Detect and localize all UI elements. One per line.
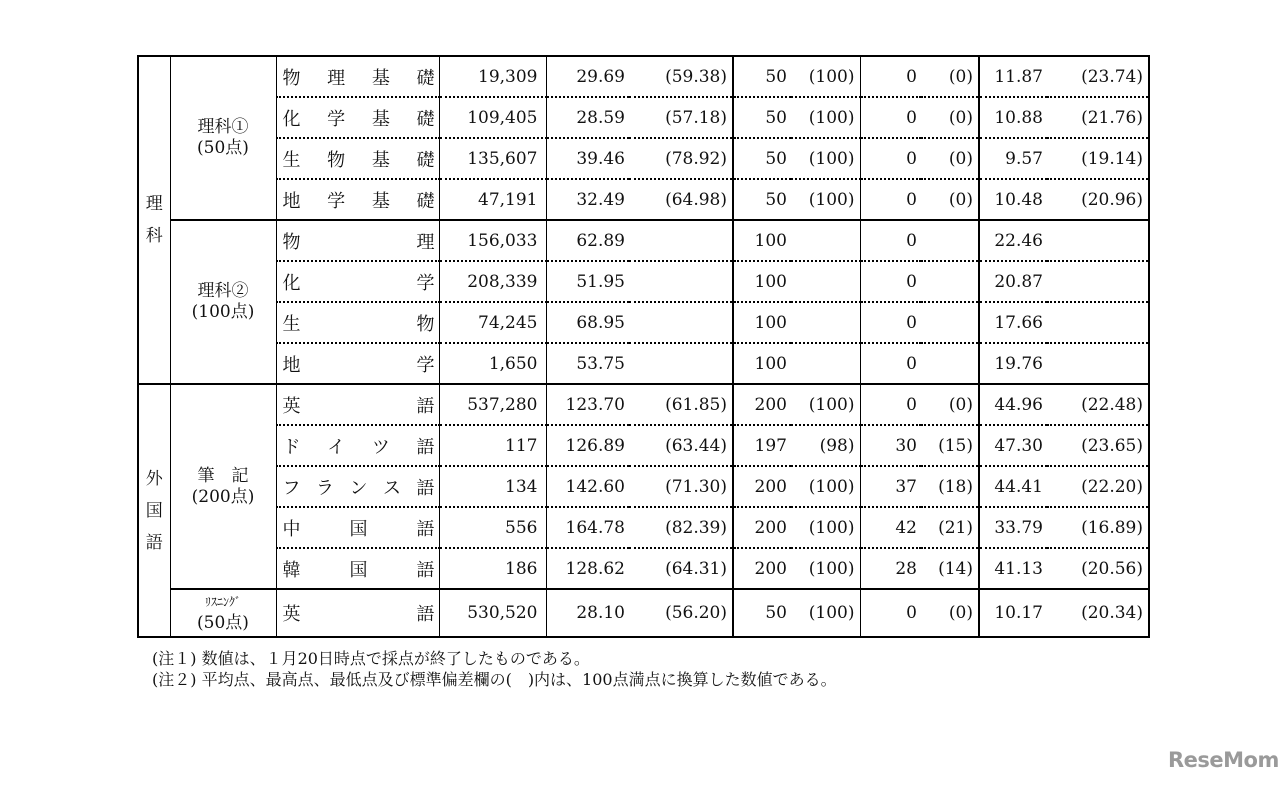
mean-score: 51.95 xyxy=(546,261,629,302)
mean-score: 32.49 xyxy=(546,179,629,220)
standard-deviation-converted: (22.20) xyxy=(1047,466,1149,507)
max-score-converted: (100) xyxy=(791,548,860,589)
subject-char: 礎 xyxy=(416,67,435,89)
standard-deviation: 44.41 xyxy=(979,466,1047,507)
subject-char: 語 xyxy=(416,559,435,581)
mean-score: 39.46 xyxy=(546,138,629,179)
table-row xyxy=(138,220,1149,261)
min-score-converted: (21) xyxy=(921,507,979,548)
subject-name xyxy=(276,220,439,261)
min-score-converted: (0) xyxy=(921,138,979,179)
subject-name xyxy=(276,261,439,302)
standard-deviation: 47.30 xyxy=(979,425,1047,466)
table-row xyxy=(138,56,1149,97)
max-score-converted: (100) xyxy=(791,589,860,637)
mean-score-converted: (61.85) xyxy=(629,384,733,425)
min-score-converted: (0) xyxy=(921,56,979,97)
mean-score: 142.60 xyxy=(546,466,629,507)
mean-score: 53.75 xyxy=(546,343,629,384)
max-score-converted: (100) xyxy=(791,466,860,507)
subject-char: 地 xyxy=(282,190,301,212)
examinee-count: 1,650 xyxy=(439,343,546,384)
standard-deviation-converted: (22.48) xyxy=(1047,384,1149,425)
label-line: (50点) xyxy=(197,138,249,158)
subject-name xyxy=(276,466,439,507)
label-line: 科 xyxy=(145,226,163,246)
subject-char: ン xyxy=(349,477,368,499)
mean-score-converted: (63.44) xyxy=(629,425,733,466)
standard-deviation: 11.87 xyxy=(979,56,1047,97)
note-1: (注１) 数値は、１月20日時点で採点が終了したものである。 xyxy=(152,649,590,668)
standard-deviation-converted: (16.89) xyxy=(1047,507,1149,548)
score-statistics-table xyxy=(137,55,1150,638)
standard-deviation: 10.48 xyxy=(979,179,1047,220)
max-score-converted: (98) xyxy=(791,425,860,466)
subject-char: 語 xyxy=(416,395,435,417)
subject-label xyxy=(283,146,435,172)
subject-char: 物 xyxy=(416,313,435,335)
min-score: 0 xyxy=(860,261,921,302)
examinee-count: 135,607 xyxy=(439,138,546,179)
max-score: 100 xyxy=(733,220,791,261)
table-row xyxy=(138,548,1149,589)
standard-deviation-converted: (23.74) xyxy=(1047,56,1149,97)
label-line: (100点) xyxy=(191,302,255,322)
label-line: 語 xyxy=(145,532,163,553)
max-score-converted: (100) xyxy=(791,179,860,220)
examinee-count: 537,280 xyxy=(439,384,546,425)
max-score-converted: (100) xyxy=(791,507,860,548)
examinee-count: 156,033 xyxy=(439,220,546,261)
subject-char: 理 xyxy=(327,67,346,89)
min-score: 0 xyxy=(860,220,921,261)
label-line: (50点) xyxy=(197,613,249,633)
mean-score-converted: (64.31) xyxy=(629,548,733,589)
standard-deviation-converted: (20.56) xyxy=(1047,548,1149,589)
mean-score-converted: (57.18) xyxy=(629,97,733,138)
note-2: (注２) 平均点、最高点、最低点及び標準偏差欄の( )内は、100点満点に換算した数値である。 xyxy=(152,670,837,689)
max-score: 50 xyxy=(733,589,791,637)
min-score-converted xyxy=(921,343,979,384)
mean-score-converted: (59.38) xyxy=(629,56,733,97)
standard-deviation-converted: (20.96) xyxy=(1047,179,1149,220)
subject-char: 礎 xyxy=(416,149,435,171)
mean-score-converted: (71.30) xyxy=(629,466,733,507)
max-score-converted xyxy=(791,343,860,384)
subject-name xyxy=(276,343,439,384)
subject-name xyxy=(276,179,439,220)
min-score: 42 xyxy=(860,507,921,548)
max-score-converted xyxy=(791,220,860,261)
subject-name xyxy=(276,302,439,343)
subject-name xyxy=(276,384,439,425)
table-row xyxy=(138,466,1149,507)
max-score-converted: (100) xyxy=(791,97,860,138)
subject-char: ツ xyxy=(371,436,390,458)
standard-deviation-converted xyxy=(1047,261,1149,302)
subject-label xyxy=(283,474,435,500)
max-score-converted xyxy=(791,302,860,343)
mean-score: 164.78 xyxy=(546,507,629,548)
subgroup-written xyxy=(170,384,276,589)
mean-score-converted xyxy=(629,343,733,384)
standard-deviation: 10.17 xyxy=(979,589,1047,637)
mean-score-converted: (56.20) xyxy=(629,589,733,637)
min-score-converted: (14) xyxy=(921,548,979,589)
mean-score: 62.89 xyxy=(546,220,629,261)
subgroup-sci2 xyxy=(170,220,276,384)
mean-score-converted xyxy=(629,261,733,302)
table-row xyxy=(138,425,1149,466)
subject-char: イ xyxy=(327,436,346,458)
standard-deviation: 33.79 xyxy=(979,507,1047,548)
examinee-count: 74,245 xyxy=(439,302,546,343)
max-score: 100 xyxy=(733,343,791,384)
label-line: 外 xyxy=(145,468,163,489)
standard-deviation: 17.66 xyxy=(979,302,1047,343)
examinee-count: 530,520 xyxy=(439,589,546,637)
notes xyxy=(152,648,837,690)
min-score: 0 xyxy=(860,343,921,384)
subject-char: 語 xyxy=(416,436,435,458)
subject-char: 語 xyxy=(416,604,435,625)
standard-deviation: 22.46 xyxy=(979,220,1047,261)
mean-score-converted xyxy=(629,220,733,261)
subject-char: 化 xyxy=(282,108,301,130)
min-score: 0 xyxy=(860,384,921,425)
subject-label xyxy=(283,310,435,336)
standard-deviation: 41.13 xyxy=(979,548,1047,589)
mean-score: 128.62 xyxy=(546,548,629,589)
subject-name xyxy=(276,138,439,179)
mean-score: 123.70 xyxy=(546,384,629,425)
subject-char: 基 xyxy=(371,149,390,171)
mean-score: 29.69 xyxy=(546,56,629,97)
max-score-converted: (100) xyxy=(791,138,860,179)
min-score: 30 xyxy=(860,425,921,466)
mean-score: 68.95 xyxy=(546,302,629,343)
min-score-converted xyxy=(921,302,979,343)
subject-label xyxy=(283,600,435,626)
subject-char: 生 xyxy=(282,313,301,335)
min-score: 0 xyxy=(860,589,921,637)
standard-deviation-converted: (19.14) xyxy=(1047,138,1149,179)
min-score-converted: (15) xyxy=(921,425,979,466)
table-row xyxy=(138,97,1149,138)
mean-score: 28.10 xyxy=(546,589,629,637)
subject-char: 韓 xyxy=(282,559,301,581)
subject-char: 礎 xyxy=(416,190,435,212)
min-score: 0 xyxy=(860,302,921,343)
subgroup-sci1 xyxy=(170,56,276,220)
max-score: 197 xyxy=(733,425,791,466)
min-score-converted: (18) xyxy=(921,466,979,507)
standard-deviation: 9.57 xyxy=(979,138,1047,179)
subject-label xyxy=(283,515,435,541)
subject-char: 国 xyxy=(349,518,368,540)
examinee-count: 109,405 xyxy=(439,97,546,138)
subject-name xyxy=(276,507,439,548)
table-row xyxy=(138,343,1149,384)
subject-char: 学 xyxy=(416,272,435,294)
mean-score-converted xyxy=(629,302,733,343)
table-row xyxy=(138,507,1149,548)
subject-char: 英 xyxy=(282,604,301,625)
examinee-count: 134 xyxy=(439,466,546,507)
standard-deviation-converted: (20.34) xyxy=(1047,589,1149,637)
min-score: 0 xyxy=(860,56,921,97)
max-score: 200 xyxy=(733,548,791,589)
subject-label xyxy=(283,269,435,295)
table-row xyxy=(138,138,1149,179)
subject-char: 学 xyxy=(416,354,435,376)
examinee-count: 19,309 xyxy=(439,56,546,97)
subject-label xyxy=(283,187,435,213)
min-score: 37 xyxy=(860,466,921,507)
min-score-converted: (0) xyxy=(921,97,979,138)
subject-char: フ xyxy=(282,477,301,499)
min-score: 0 xyxy=(860,97,921,138)
subject-label xyxy=(283,433,435,459)
max-score: 100 xyxy=(733,261,791,302)
subject-char: 物 xyxy=(327,149,346,171)
label-line: 理科① xyxy=(197,117,249,137)
standard-deviation-converted xyxy=(1047,343,1149,384)
min-score: 0 xyxy=(860,179,921,220)
subject-name xyxy=(276,589,439,637)
label-line: 理 xyxy=(145,194,163,214)
max-score: 50 xyxy=(733,56,791,97)
label-line: 国 xyxy=(145,500,163,521)
label-line: 理科② xyxy=(197,281,249,301)
subject-char: ラ xyxy=(316,477,334,499)
subject-char: 地 xyxy=(282,354,301,376)
max-score: 50 xyxy=(733,179,791,220)
category-science xyxy=(138,56,170,384)
subject-char: 基 xyxy=(371,67,390,89)
examinee-count: 556 xyxy=(439,507,546,548)
subject-char: 礎 xyxy=(416,108,435,130)
mean-score: 126.89 xyxy=(546,425,629,466)
subject-label xyxy=(283,556,435,582)
examinee-count: 117 xyxy=(439,425,546,466)
subgroup-listening xyxy=(170,589,276,637)
subject-name xyxy=(276,425,439,466)
mean-score-converted: (64.98) xyxy=(629,179,733,220)
standard-deviation: 10.88 xyxy=(979,97,1047,138)
subject-label xyxy=(283,392,435,418)
standard-deviation-converted xyxy=(1047,302,1149,343)
table-row xyxy=(138,384,1149,425)
table-row xyxy=(138,261,1149,302)
mean-score: 28.59 xyxy=(546,97,629,138)
table-row xyxy=(138,179,1149,220)
max-score: 200 xyxy=(733,466,791,507)
max-score: 100 xyxy=(733,302,791,343)
subject-char: 生 xyxy=(282,149,301,171)
subject-char: 基 xyxy=(371,190,390,212)
label-line: ﾘｽﾆﾝｸﾞ xyxy=(204,595,241,609)
subject-label xyxy=(283,228,435,254)
max-score: 50 xyxy=(733,97,791,138)
subject-char: ス xyxy=(383,477,401,499)
subject-char: 物 xyxy=(282,231,301,253)
standard-deviation: 19.76 xyxy=(979,343,1047,384)
category-foreign-language xyxy=(138,384,170,637)
examinee-count: 47,191 xyxy=(439,179,546,220)
min-score-converted: (0) xyxy=(921,179,979,220)
max-score: 200 xyxy=(733,507,791,548)
subject-label xyxy=(283,351,435,377)
label-line: 筆 記 xyxy=(197,465,249,486)
max-score: 200 xyxy=(733,384,791,425)
min-score-converted xyxy=(921,261,979,302)
table-row xyxy=(138,589,1149,637)
subject-char: 中 xyxy=(282,518,301,540)
subject-char: 化 xyxy=(282,272,301,294)
max-score-converted: (100) xyxy=(791,56,860,97)
subject-char: 学 xyxy=(327,108,346,130)
subject-char: 物 xyxy=(282,67,301,89)
subject-name xyxy=(276,97,439,138)
subject-char: 語 xyxy=(416,477,435,499)
subject-char: 国 xyxy=(349,559,368,581)
max-score: 50 xyxy=(733,138,791,179)
standard-deviation-converted xyxy=(1047,220,1149,261)
subject-char: 学 xyxy=(327,190,346,212)
examinee-count: 208,339 xyxy=(439,261,546,302)
max-score-converted: (100) xyxy=(791,384,860,425)
standard-deviation: 44.96 xyxy=(979,384,1047,425)
min-score-converted: (0) xyxy=(921,589,979,637)
max-score-converted xyxy=(791,261,860,302)
min-score: 28 xyxy=(860,548,921,589)
mean-score-converted: (82.39) xyxy=(629,507,733,548)
subject-name xyxy=(276,548,439,589)
subject-label xyxy=(283,64,435,90)
subject-label xyxy=(283,105,435,131)
standard-deviation: 20.87 xyxy=(979,261,1047,302)
subject-name xyxy=(276,56,439,97)
subject-char: 語 xyxy=(416,518,435,540)
min-score: 0 xyxy=(860,138,921,179)
subject-char: 理 xyxy=(416,231,435,253)
subject-char: 英 xyxy=(282,395,301,417)
resemom-logo: ReseMom xyxy=(1168,748,1279,772)
min-score-converted: (0) xyxy=(921,384,979,425)
min-score-converted xyxy=(921,220,979,261)
examinee-count: 186 xyxy=(439,548,546,589)
subject-char: 基 xyxy=(371,108,390,130)
subject-char: ド xyxy=(282,436,301,458)
mean-score-converted: (78.92) xyxy=(629,138,733,179)
table-row xyxy=(138,302,1149,343)
standard-deviation-converted: (21.76) xyxy=(1047,97,1149,138)
label-line: (200点) xyxy=(191,486,255,507)
standard-deviation-converted: (23.65) xyxy=(1047,425,1149,466)
